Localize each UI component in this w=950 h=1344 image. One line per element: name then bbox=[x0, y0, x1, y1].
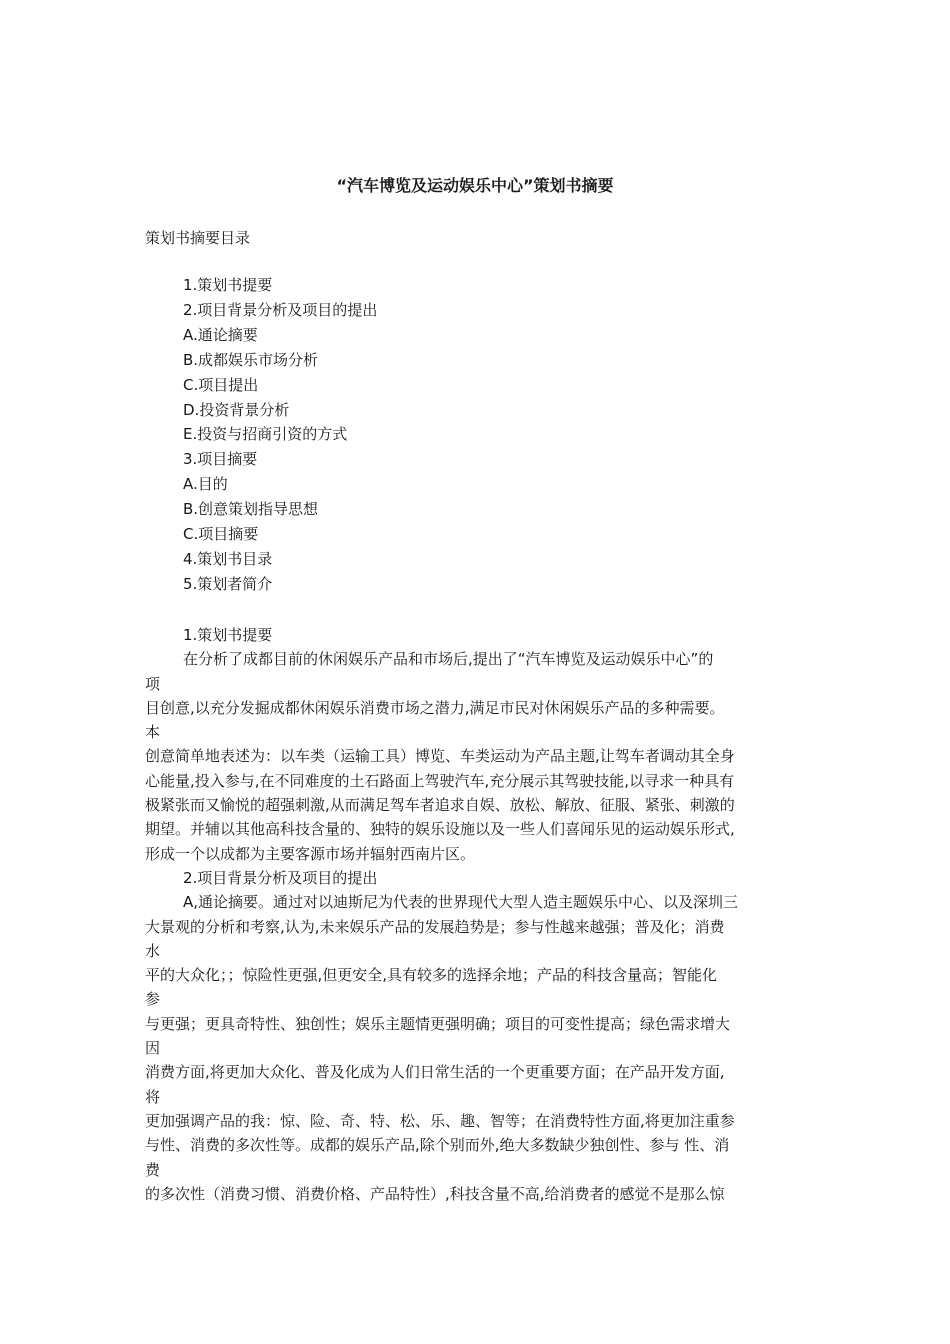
toc-item: B.成都娱乐市场分析 bbox=[183, 350, 319, 369]
toc-item: A.目的 bbox=[183, 475, 228, 494]
toc-item: 3.项目摘要 bbox=[183, 450, 258, 469]
text-line: 本 bbox=[145, 723, 161, 742]
toc-item: A.通论摘要 bbox=[183, 325, 258, 344]
text-line: 在分析了成都目前的休闲娱乐产品和市场后,提出了“汽车博览及运动娱乐中心”的 bbox=[183, 650, 714, 669]
toc-item: 4.策划书目录 bbox=[183, 549, 273, 568]
toc-item: D.投资背景分析 bbox=[183, 400, 290, 419]
text-line: 心能量,投入参与,在不同难度的土石路面上驾驶汽车,充分展示其驾驶技能,以寻求一种具有 bbox=[145, 771, 735, 790]
toc-item: 5.策划者简介 bbox=[183, 574, 273, 593]
text-line: 形成一个以成都为主要客源市场并辐射西南片区。 bbox=[145, 844, 476, 863]
text-line: 期望。并辅以其他高科技含量的、独特的娱乐设施以及一些人们喜闻乐见的运动娱乐形式, bbox=[145, 820, 735, 839]
toc-item: 1.策划书提要 bbox=[183, 276, 273, 294]
text-line: 极紧张而又愉悦的超强刺激,从而满足驾车者追求自娱、放松、解放、征服、紧张、刺激的 bbox=[145, 796, 735, 815]
text-line: 费 bbox=[145, 1160, 161, 1179]
text-line: 项 bbox=[145, 674, 161, 693]
toc-item: 2.项目背景分析及项目的提出 bbox=[183, 300, 378, 319]
toc-item: C.项目摘要 bbox=[183, 525, 259, 544]
table-of-contents bbox=[183, 273, 377, 597]
text-line: 大景观的分析和考察,认为,未来娱乐产品的发展趋势是；参与性越来越强；普及化；消费 bbox=[145, 917, 725, 936]
text-line: 更加强调产品的我：惊、险、奇、特、松、乐、趣、智等；在消费特性方面,将更加注重参 bbox=[145, 1111, 735, 1130]
document-title: “汽车博览及运动娱乐中心”策划书摘要 bbox=[336, 176, 614, 195]
text-line: 的多次性（消费习惯、消费价格、产品特性）,科技含量不高,给消费者的感觉不是那么惊 bbox=[145, 1184, 725, 1203]
toc-item: B.创意策划指导思想 bbox=[183, 500, 319, 519]
toc-item: C.项目提出 bbox=[183, 375, 259, 394]
body-text bbox=[145, 623, 815, 1206]
text-line: 与性、消费的多次性等。成都的娱乐产品,除个别而外,绝大多数缺少独创性、参与 性、消 bbox=[145, 1136, 730, 1155]
text-line: 参 bbox=[145, 990, 161, 1009]
text-line: 将 bbox=[145, 1087, 161, 1106]
text-line: 平的大众化；；惊险性更强,但更安全,具有较多的选择余地；产品的科技含量高；智能化 bbox=[145, 966, 718, 985]
text-line: 创意简单地表述为：以车类（运输工具）博览、车类运动为产品主题,让驾车者调动其全身 bbox=[145, 747, 735, 766]
section-heading: 1.策划书提要 bbox=[183, 626, 273, 644]
toc-item: E.投资与招商引资的方式 bbox=[183, 425, 348, 444]
text-line: 目创意,以充分发掘成都休闲娱乐消费市场之潜力,满足市民对休闲娱乐产品的多种需要。 bbox=[145, 698, 725, 717]
text-line: 与更强；更具奇特性、独创性；娱乐主题情更强明确；项目的可变性提高；绿色需求增大 bbox=[145, 1014, 731, 1033]
text-line: 因 bbox=[145, 1039, 161, 1058]
toc-heading: 策划书摘要目录 bbox=[145, 229, 251, 247]
section-heading: 2.项目背景分析及项目的提出 bbox=[183, 868, 378, 887]
text-line: A,通论摘要。通过对以迪斯尼为代表的世界现代大型人造主题娱乐中心、以及深圳三 bbox=[183, 893, 739, 912]
text-line: 消费方面,将更加大众化、普及化成为人们日常生活的一个更重要方面；在产品开发方面, bbox=[145, 1063, 725, 1082]
text-line: 水 bbox=[145, 941, 161, 960]
